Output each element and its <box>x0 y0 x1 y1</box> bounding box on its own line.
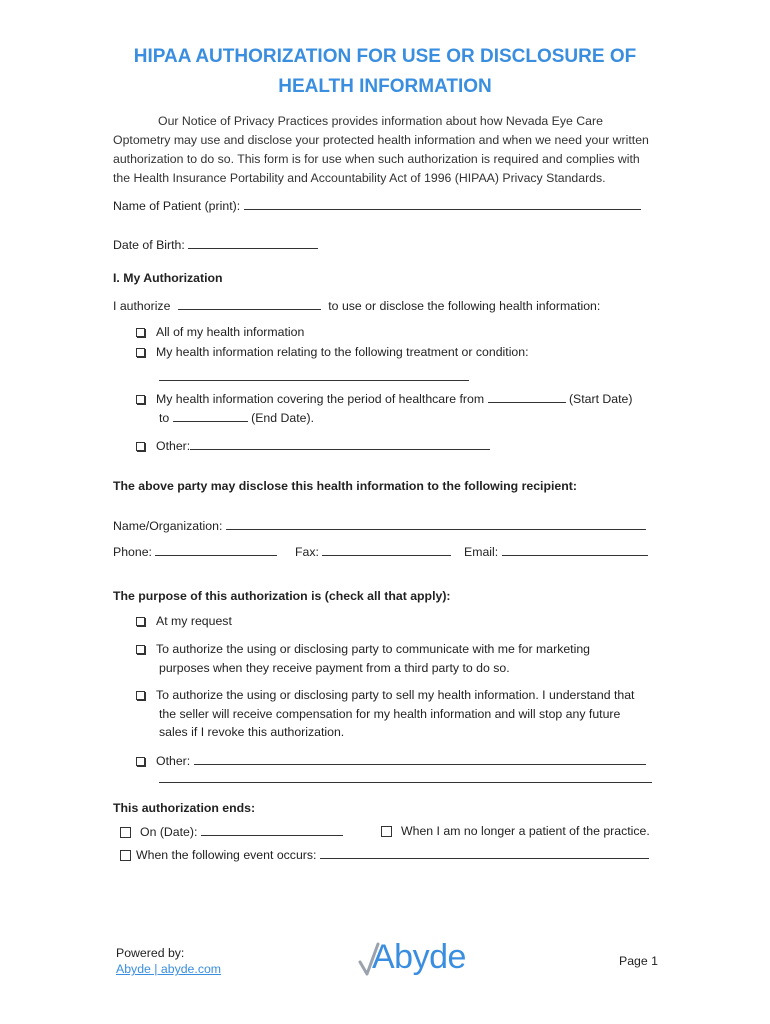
purpose-sell <box>136 688 634 702</box>
email-label: Email: <box>464 545 499 559</box>
purpose-sell-label-3: sales if I revoke this authorization. <box>159 725 345 739</box>
authorize-row <box>113 298 600 313</box>
treatment-field[interactable] <box>159 380 469 381</box>
event-label: When the following event occurs: <box>136 848 317 862</box>
checkbox-marketing[interactable] <box>136 645 145 654</box>
option-other-info <box>136 438 490 453</box>
abyde-logo <box>358 938 478 980</box>
to-label: to <box>159 411 170 425</box>
purpose-marketing <box>136 642 590 656</box>
checkbox-treatment[interactable] <box>136 348 145 357</box>
checkbox-request[interactable] <box>136 617 145 626</box>
purpose-other-label: Other: <box>156 754 191 768</box>
recipient-phone <box>113 544 277 559</box>
purpose-other <box>136 753 646 768</box>
document-title-line2: HEALTH INFORMATION <box>278 76 492 97</box>
checkbox-period[interactable] <box>136 395 145 404</box>
phone-field[interactable] <box>155 544 277 556</box>
recipient-name-field[interactable] <box>226 518 646 530</box>
purpose-other-field[interactable] <box>194 753 646 765</box>
page-number: Page 1 <box>619 954 658 968</box>
recipient-fax <box>295 544 451 559</box>
patient-name-label: Name of Patient (print): <box>113 199 241 213</box>
ends-event <box>120 847 649 862</box>
checkbox-purpose-other[interactable] <box>136 757 145 766</box>
purpose-sell-label-2: the seller will receive compensation for my health information and will stop any future <box>159 707 621 721</box>
recipient-name-row <box>113 518 646 533</box>
purpose-request-label: At my request <box>156 614 232 628</box>
purpose-sell-label-1: To authorize the using or disclosing party to sell my health information. I understand that <box>156 688 635 702</box>
option-period <box>136 391 633 406</box>
checkbox-no-longer-patient[interactable] <box>381 826 392 837</box>
authorize-prefix: I authorize <box>113 299 171 313</box>
purpose-marketing-label-2: purposes when they receive payment from a third party to do so. <box>159 661 510 675</box>
abyde-logo-text: Abyde <box>372 938 466 976</box>
ends-heading: This authorization ends: <box>113 801 256 815</box>
patient-name-field[interactable] <box>244 198 641 210</box>
other-info-field[interactable] <box>190 438 490 450</box>
dob-label: Date of Birth: <box>113 238 185 252</box>
abyde-link[interactable]: Abyde | abyde.com <box>116 962 222 976</box>
end-date-label: (End Date). <box>251 411 314 425</box>
fax-field[interactable] <box>322 544 451 556</box>
email-field[interactable] <box>502 544 648 556</box>
recipient-heading: The above party may disclose this health information to the following recipient: <box>113 479 577 493</box>
option-treatment <box>136 345 529 359</box>
recipient-email <box>464 544 648 559</box>
on-date-label: On (Date): <box>140 825 198 839</box>
option-treatment-label: My health information relating to the following treatment or condition: <box>156 345 529 359</box>
option-all-info-label: All of my health information <box>156 325 305 339</box>
option-period-label: My health information covering the period of healthcare from <box>156 392 485 406</box>
purpose-heading: The purpose of this authorization is (check all that apply): <box>113 589 451 603</box>
authorize-suffix: to use or disclose the following health information: <box>328 299 601 313</box>
document-title-line1: HIPAA AUTHORIZATION FOR USE OR DISCLOSURE OF <box>133 46 637 67</box>
fax-label: Fax: <box>295 545 319 559</box>
patient-name-row <box>113 198 641 213</box>
on-date-field[interactable] <box>201 824 343 836</box>
dob-row <box>113 237 318 252</box>
section-my-authorization-heading: I. My Authorization <box>113 271 223 285</box>
purpose-other-field-line2[interactable] <box>159 782 652 783</box>
intro-paragraph: Our Notice of Privacy Practices provides information about how Nevada Eye Care Optometry may use and disclose your protected health information and when we need your written authorization to do so. This form is for use when such authorization is required and complies with the Health Insurance Portability and Accountability Act of 1996 (HIPAA) Privacy Standards. <box>113 114 649 185</box>
checkbox-other-info[interactable] <box>136 442 145 451</box>
recipient-name-label: Name/Organization: <box>113 519 223 533</box>
checkbox-on-date[interactable] <box>120 827 131 838</box>
dob-field[interactable] <box>188 237 318 249</box>
end-date-field[interactable] <box>173 410 248 422</box>
ends-no-longer-patient <box>381 824 650 838</box>
checkbox-all-info[interactable] <box>136 328 145 337</box>
period-end-row <box>159 410 314 425</box>
phone-label: Phone: <box>113 545 152 559</box>
authorized-party-field[interactable] <box>178 298 321 310</box>
checkbox-event[interactable] <box>120 850 131 861</box>
powered-by-label: Powered by: <box>116 946 185 960</box>
ends-on-date <box>120 824 343 839</box>
option-all-info <box>136 325 304 339</box>
checkbox-sell[interactable] <box>136 691 145 700</box>
event-field[interactable] <box>320 847 649 859</box>
no-longer-patient-label: When I am no longer a patient of the practice. <box>401 824 650 838</box>
start-date-field[interactable] <box>488 391 566 403</box>
start-date-label: (Start Date) <box>568 392 633 406</box>
purpose-request <box>136 614 232 628</box>
option-other-info-label: Other: <box>156 439 191 453</box>
purpose-marketing-label-1: To authorize the using or disclosing party to communicate with me for marketing <box>156 642 591 656</box>
